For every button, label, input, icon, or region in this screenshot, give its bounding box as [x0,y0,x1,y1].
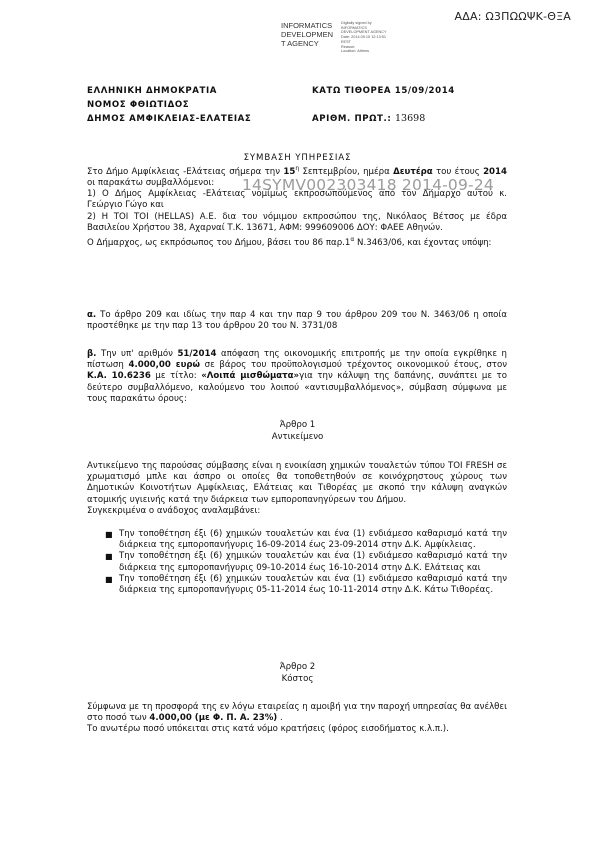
date-value: 15/09/2014 [394,86,455,96]
clause-alpha-text: Το άρθρο 209 και ιδίως την παρ 4 και την παρ 9 του άρθρου 209 του Ν. 3463/06 η οποία προστέθηκε με την παρ 13 του άρθρου 20 του Ν. 3731/08 [87,310,507,332]
clause-alpha [87,310,507,332]
signature-stamp-title [281,21,339,48]
article-2-heading: Άρθρο 2 [279,662,316,672]
list-item: ■ Την τοποθέτηση έξι (6) χημικών τουαλετών και ένα (1) ενδιάμεσο καθαρισμό κατά την διάρκεια της εμποροπανήγυρις 05-11-2014 έως 10-11-2014 στην Δ.Κ. Κάτω Τιθορέας. [105,573,507,596]
stamp-meta-line: Date: 2014.09.15 12:13:51 [341,35,386,40]
party-2: 2) Η ΤΟΙ ΤΟΙ (HELLAS) Α.Ε. δια του νόμιμου εκπροσώπου της, Νικόλαος Βέτσος με έδρα Βασιλείου Χρήστου 38, Αχαρναί Τ.Κ. 13671, ΑΦΜ: 999609006 ΔΟΥ: ΦΑΕΕ Αθηνών. [87,211,507,233]
list-item: ■ Την τοποθέτηση έξι (6) χημικών τουαλετών και ένα (1) ενδιάμεσο καθαρισμό κατά την διάρκεια της εμποροπανήγυρις 16-09-2014 έως 23-09-2014 στην Δ.Κ. Αμφίκλειας. [105,529,507,551]
stamp-meta-line: Location: Athens [341,49,370,54]
article-1-text: Αντικείμενο της παρούσας σύμβασης είναι η ενοικίαση χημικών τουαλετών τύπου TOI FRESH σε χρωματισμό μπλε και άσπρο οι οποίες θα τοποθετηθούν σε κοινόχρηστους χώρους των Δημοτικών Κοινοτήτων Αμφίκλειας, Ελάτειας και Τιθορέας με σκοπό την κάλυψη αναγκών ατομικής υγιεινής κατά την διάρκεια των εμποροπανηγύρεων του Δήμου. Συγκεκριμένα ο ανάδοχος αναλαμβάνει: [87,461,507,516]
stamp-line: DEVELOPMEN [281,30,334,39]
list-item: ■ Την τοποθέτηση έξι (6) χημικών τουαλετών και ένα (1) ενδιάμεσο καθαρισμό κατά την διάρκεια της εμποροπανήγυρις 09-10-2014 έως 16-10-2014 στην Δ.Κ. Ελάτειας και [105,551,507,573]
document-title: ΣΥΜΒΑΣΗ ΥΠΗΡΕΣΙΑΣ [243,153,352,163]
ada-code: ΑΔΑ: Ω3ΠΩΩΨΚ-ΘΞΑ [454,10,571,23]
article-2-text: Σύμφωνα με τη προσφορά της εν λόγω εταιρείας η αμοιβή για την παροχή υπηρεσίας θα ανέλθει στο ποσό των 4.000,00 (με Φ. Π. Α. 23%) . Το ανωτέρω ποσό υπόκειται στις κατά νόμο κρατήσεις (φόρος εισοδήματος κ.λ.π.). [87,702,507,735]
clause-beta: β. Την υπ' αριθμόν 51/2014 απόφαση της οικονομικής επιτροπής με την οποία εγκρίθηκε η πίστωση 4.000,00 ευρώ σε βάρος του προϋπολογισμού τρέχοντος οικονομικού έτους, στον Κ.Α. 10.6236 με τίτλο: «Λοιπά μισθώματα»για την κάλυψη της δαπάνης, συνάπτει με το δεύτερο συμβαλλόμενο, καλούμενο του λοιπού «αντισυμβαλλόμενος», σύμβαση σύμφωνα με τους παρακάτω όρους: [87,349,507,404]
mayor-basis: Ο Δήμαρχος, ως εκπρόσωπος του Δήμου, βάσει του 86 $\pi\alpha\rho.1^\alpha$ Ν.3463/06, και έχοντας υπόψη: [87,236,492,248]
stamp-meta-line: Digitally signed by [341,21,372,25]
stamp-line: T AGENCY [281,39,319,48]
article-2-deductions: Το ανωτέρω ποσό υπόκειται στις κατά νόμο κρατήσεις (φόρος εισοδήματος κ.λ.π.). [87,724,449,735]
protocol-label: ΑΡΙΘΜ. ΠΡΩΤ.: [312,114,392,124]
stamp-meta-line: DEVELOPMENT AGENCY [341,30,387,35]
article-1-lead: Συγκεκριμένα ο ανάδοχος αναλαμβάνει: [87,505,261,516]
article-1-subtitle: Αντικείμενο [271,432,324,442]
stamp-meta-line: EEST [341,39,351,44]
intro-line: Στο Δήμο Αμφίκλειας -Ελάτειας σήμερα την $15^\eta$ Σεπτεμβρίου, ημέρα Δευτέρα του έτους 2014 οι παρακάτω συμβαλλόμενοι: [87,165,507,189]
party-1: 1) Ο Δήμος Αμφίκλειας -Ελάτειας νομίμως εκπροσωπούμενος από τον Δήμαρχο αυτού κ. Γεώργιο Γώγο και [87,189,507,211]
article-1-heading: Άρθρο 1 [279,420,316,430]
header-municipality: ΔΗΜΟΣ ΑΜΦΙΚΛΕΙΑΣ-ΕΛΑΤΕΙΑΣ [87,114,252,124]
stamp-meta-line: INFORMATICS [341,25,367,30]
protocol-number: 13698 [395,113,426,124]
clause-beta-mark: β. [87,349,97,359]
article-2-subtitle: Κόστος [281,674,314,684]
place-label: ΚΑΤΩ ΤΙΘΟΡΕΑ [312,86,392,96]
signature-stamp-details [341,21,411,54]
header-prefecture: ΝΟΜΟΣ ΦΘΙΩΤΙΔΟΣ [87,100,190,110]
stamp-meta-line: Reason: [341,44,356,49]
article-1-bullets [87,529,507,596]
header-country: ΕΛΛΗΝΙΚΗ ΔΗΜΟΚΡΑΤΙΑ [87,86,218,96]
stamp-line: INFORMATICS [281,21,333,30]
clause-alpha-mark: α. [87,310,97,320]
protocol-watermark: 14SYMV002303418 2014-09-24 [242,176,494,194]
header-protocol [312,113,425,124]
header-place-date [312,86,455,96]
